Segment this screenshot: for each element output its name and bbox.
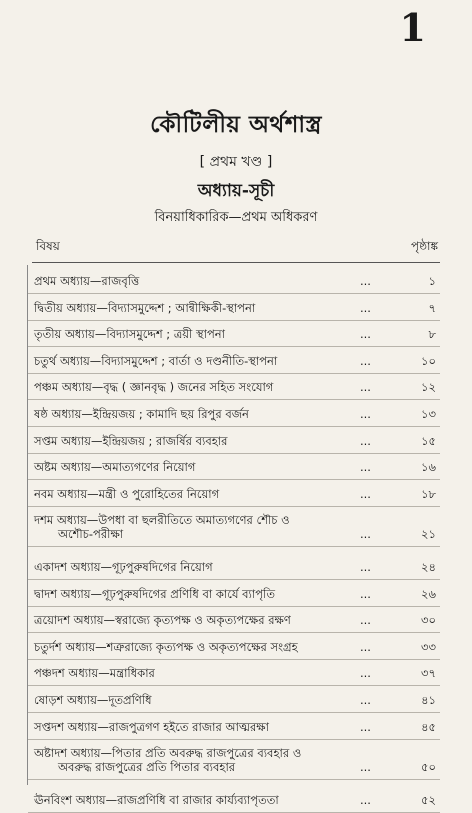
row-separator [28,546,440,547]
leader-dots: ... [360,433,371,448]
toc-entry [34,746,436,774]
toc-entry-text: সপ্তম অধ্যায়—ইন্দ্রিয়জয় ; রাজর্ষির ব্যবহার [34,433,228,448]
leader-dots: ... [360,666,371,681]
leader-dots: ... [360,639,371,654]
header-rule [32,262,440,263]
volume-label: [ প্রথম খণ্ড ] [199,154,273,170]
toc-page-number: ১৮ [421,486,436,501]
left-margin-rule [27,265,28,785]
leader-dots: ... [360,586,371,601]
toc-entry-text: ষোড়শ অধ্যায়—দূতপ্রণিধি [34,693,152,707]
toc-entry-text: দ্বিতীয় অধ্যায়—বিদ্যাসমুদ্দেশ ; আন্বীক্ষিকী-স্থাপনা [34,300,256,315]
toc-entry [34,301,436,315]
row-separator [28,659,440,660]
toc-title: অধ্যায়-সূচী [197,181,275,201]
row-separator [28,739,440,740]
toc-page-number: ১৩ [421,407,436,421]
toc-entry [34,487,436,501]
row-separator [28,479,440,480]
row-separator [28,426,440,427]
toc-page-number: ৩৭ [421,666,436,681]
toc-page-number: ১ [428,274,436,288]
toc-entry [34,274,436,288]
toc-entry-text: ত্রয়োদশ অধ্যায়—স্বরাজ্যে কৃত্যপক্ষ ও অকৃত্যপক্ষের রক্ষণ [34,613,291,628]
toc-page-number: ৩৩ [421,639,436,654]
leader-dots: ... [360,380,371,395]
toc-entry [34,407,436,421]
toc-entry-text: সপ্তদশ অধ্যায়—রাজপুত্রগণ হইতে রাজার আত্মরক্ষা [34,719,269,734]
toc-entry-text: চতুর্থ অধ্যায়—বিদ্যাসমুদ্দেশ ; বার্তা ও দণ্ডনীতি-স্থাপনা [34,353,278,368]
toc-page-number: ৫০ [421,760,436,775]
page-column-header: পৃষ্ঠাঙ্ক [411,239,438,253]
toc-entry-text: প্রথম অধ্যায়—রাজবৃত্তি [34,274,140,288]
toc-page-number: ৭ [428,300,436,315]
leader-dots: ... [360,300,371,315]
toc-entry-text: একাদশ অধ্যায়—গূঢ়পুরুষদিগের নিয়োগ [34,560,213,574]
toc-page-number: ৮ [428,327,436,342]
row-separator [28,373,440,374]
toc-page-number: ২৬ [421,586,436,601]
toc-page-number: ৪১ [421,693,436,707]
toc-entry-text: দ্বাদশ অধ্যায়—গূঢ়পুরুষদিগের প্রণিধি বা কার্যে ব্যাপৃতি [34,586,275,601]
leader-dots: ... [360,693,371,707]
leader-dots: ... [360,613,371,628]
toc-entry-text: অষ্টাদশ অধ্যায়—পিতার প্রতি অবরুদ্ধ রাজপুত্রের ব্যবহার ও [34,746,302,761]
toc-entry-text: তৃতীয় অধ্যায়—বিদ্যাসমুদ্দেশ ; ত্রয়ী স্থাপনা [34,327,225,342]
leader-dots: ... [360,792,371,807]
leader-dots: ... [360,353,371,368]
toc-page-number: ৪৫ [421,719,436,734]
row-separator [28,346,440,347]
row-separator [28,712,440,713]
toc-entry-text: নবম অধ্যায়—মন্ত্রী ও পুরোহিতের নিয়োগ [34,486,220,501]
leader-dots: ... [360,560,371,574]
toc-page-number: ১২ [421,380,436,395]
toc-entry-text: অবরুদ্ধ রাজপুত্রের প্রতি পিতার ব্যবহার [58,760,236,775]
toc-entry [34,560,436,574]
toc-entry [34,434,436,448]
toc-entry-text: অষ্টম অধ্যায়—অমাত্যগণের নিয়োগ [34,460,196,475]
row-separator [28,632,440,633]
row-separator [28,506,440,507]
toc-entry [34,354,436,368]
toc-page-number: ৫২ [421,792,436,807]
row-separator [28,779,440,780]
toc-entry [34,640,436,654]
leader-dots: ... [360,274,371,288]
toc-page-number: ২১ [421,527,436,542]
row-separator [28,453,440,454]
leader-dots: ... [360,527,371,542]
subject-column-header: বিষয় [36,239,60,253]
toc-page-number: ২৪ [421,560,436,574]
toc-entry [34,513,436,541]
toc-entry-text: চতুর্দশ অধ্যায়—শত্রুরাজ্যে কৃত্যপক্ষ ও অকৃত্যপক্ষের সংগ্রহ [34,639,298,654]
toc-entry [34,613,436,627]
book-title: কৌটিলীয় অর্থশাস্ত্র [150,111,322,138]
row-separator [28,320,440,321]
leader-dots: ... [360,460,371,475]
toc-entry-text: ষষ্ঠ অধ্যায়—ইন্দ্রিয়জয় ; কামাদি ছয় রিপুর বর্জন [34,407,249,421]
toc-entry-text: অশৌচ-পরীক্ষা [58,527,124,542]
toc-entry [34,380,436,394]
section-title-text: বিনয়াধিকারিক—প্রথম অধিকরণ [154,210,318,225]
page-number: 1 [399,5,426,50]
leader-dots: ... [360,719,371,734]
leader-dots: ... [360,327,371,342]
toc-entry-text: দশম অধ্যায়—উপধা বা ছলরীতিতে অমাত্যগণের শৌচ ও [34,513,290,528]
toc-entry [34,693,436,707]
toc-entry-text: পঞ্চম অধ্যায়—বৃদ্ধ ( জ্ঞানবৃদ্ধ ) জনের সহিত সংযোগ [34,380,274,395]
leader-dots: ... [360,760,371,775]
toc-page-number: ১৬ [421,460,436,475]
row-separator [28,293,440,294]
section-title [0,208,472,229]
toc-entry [34,587,436,601]
toc-entry-text: পঞ্চদশ অধ্যায়—মন্ত্রাধিকার [34,666,155,681]
row-separator [28,685,440,686]
row-separator [28,606,440,607]
row-separator [28,579,440,580]
toc-page-number: ৩০ [421,613,436,628]
toc-page-number: ১০ [421,353,436,368]
toc-entry-text: ঊনবিংশ অধ্যায়—রাজপ্রণিধি বা রাজার কার্য্যব্যাপৃততা [34,792,279,807]
toc-entry [34,666,436,680]
toc-page-number: ১৫ [421,433,436,448]
leader-dots: ... [360,407,371,421]
toc-entry [34,720,436,734]
toc-entry [34,327,436,341]
toc-entry [34,460,436,474]
leader-dots: ... [360,486,371,501]
row-separator [28,399,440,400]
